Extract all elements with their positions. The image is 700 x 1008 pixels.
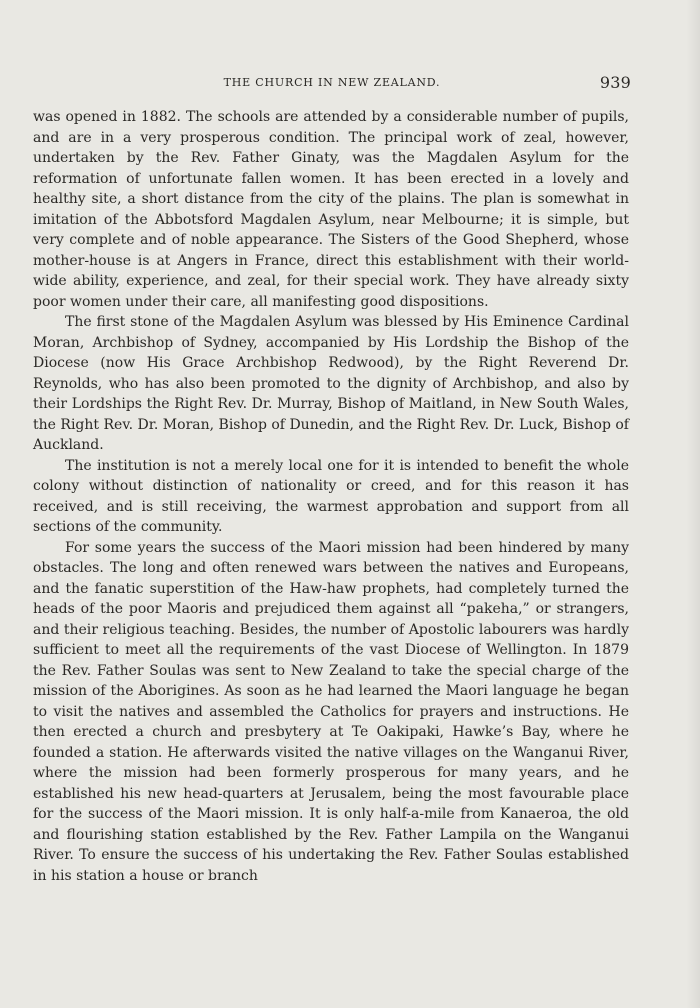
page-number: 939 [599, 73, 631, 92]
page-edge-shadow [686, 0, 700, 1008]
paragraph-institution: The institution is not a merely local one for it is intended to benefit the whole colony without distinction of nationality or creed, and for this reason it has received, and is still receiving, the warmest approbation and support from all sections of the community. [33, 457, 629, 535]
paragraph-continued: was opened in 1882. The schools are attended by a considerable number of pupils, and are in a very prosperous condition. The principal work of zeal, however, undertaken by the Rev. Father Ginaty, was the Magdalen Asylum for the reformation of unfortunate fallen women. It has been erected in a lovely and healthy site, a short distance from the city of the plains. The plan is somewhat in imitation of the Abbotsford Magdalen Asylum, near Melbourne; it is simple, but very complete and of noble appearance. The Sisters of the Good Shepherd, whose mother-house is at Angers in France, direct this establishment with their world-wide ability, experience, and zeal, for their special work. They have already sixty poor women under their care, all manifesting good dispositions. [33, 109, 629, 310]
page-header [33, 74, 631, 94]
paragraph-maori-mission: For some years the success of the Maori mission had been hindered by many obstacles. The long and often renewed wars between the natives and Europeans, and the fanatic superstition of the Haw-haw prophets, had completely turned the heads of the poor Maoris and prejudiced them against all “pakeha,” or strangers, and their religious teaching. Besides, the number of Apostolic labourers was hardly sufficient to meet all the requirements of the vast Diocese of Wellington. In 1879 the Rev. Father Soulas was sent to New Zealand to take the special charge of the mission of the Aborigines. As soon as he had learned the Maori language he began to visit the natives and assembled the Catholics for prayers and instructions. He then erected a church and presbytery at Te Oakipaki, Hawke’s Bay, where he founded a station. He afterwards visited the native villages on the Wanganui River, where the mission had been formerly prosperous for many years, and he established his new head-quarters at Jerusalem, being the most favourable place for the success of the Maori mission. It is only half-a-mile from Kanaeroa, the old and flourishing station established by the Rev. Father Lampila on the Wanganui River. To ensure the success of his undertaking the Rev. Father Soulas established in his station a house or branch [33, 539, 629, 884]
paragraph-magdalen-asylum-stone: The first stone of the Magdalen Asylum was blessed by His Eminence Cardinal Moran, Archbishop of Sydney, accompanied by His Lordship the Bishop of the Diocese (now His Grace Archbishop Redwood), by the Right Reverend Dr. Reynolds, who has also been promoted to the dignity of Archbishop, and also by their Lordships the Right Rev. Dr. Murray, Bishop of Maitland, in New South Wales, the Right Rev. Dr. Moran, Bishop of Dunedin, and the Right Rev. Dr. Luck, Bishop of Auckland. [33, 314, 629, 453]
running-title: THE CHURCH IN NEW ZEALAND. [223, 76, 441, 89]
body-text [33, 107, 629, 886]
